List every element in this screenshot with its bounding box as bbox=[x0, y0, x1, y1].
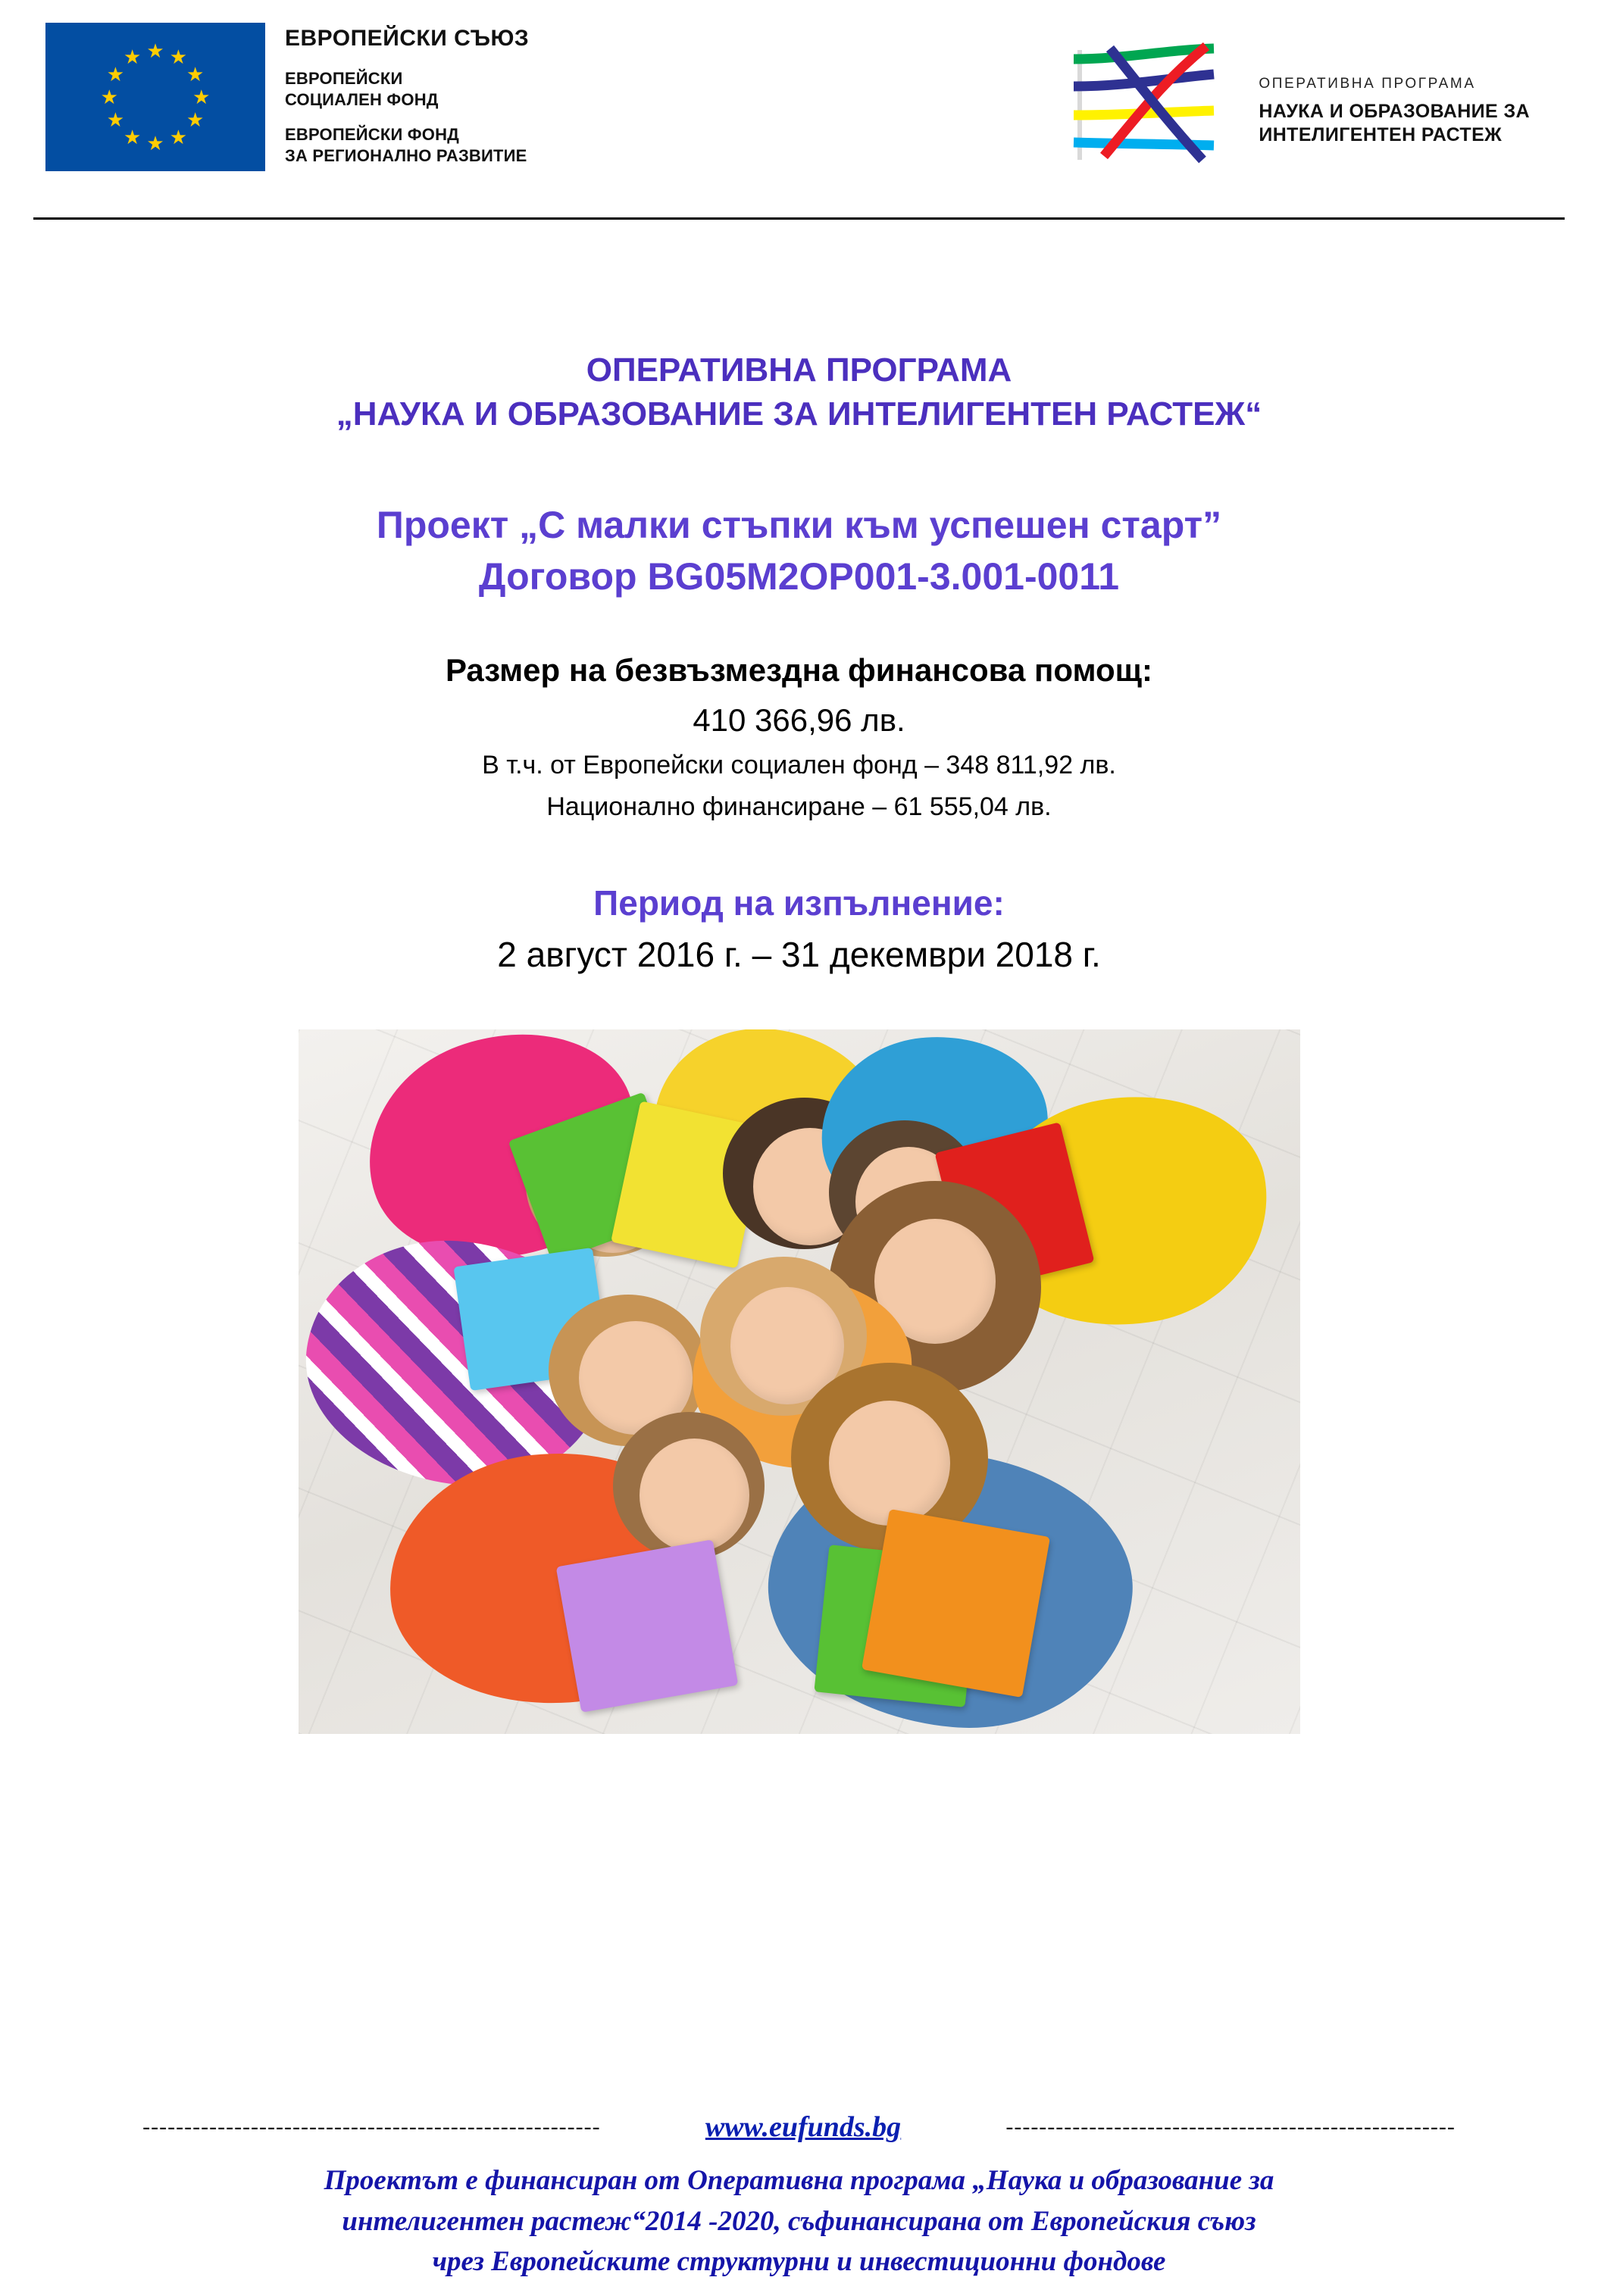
eu-star-icon: ★ bbox=[106, 62, 125, 86]
program-title-line1: ОПЕРАТИВНА ПРОГРАМА bbox=[586, 351, 1012, 389]
grant-label: Размер на безвъзмездна финансова помощ: bbox=[445, 652, 1153, 689]
eu-star-icon: ★ bbox=[106, 108, 125, 132]
grant-esf-line: В т.ч. от Европейски социален фонд – 348 811,92 лв. bbox=[482, 751, 1116, 780]
footer-disclaimer-line2: интелигентен растеж“2014 -2020, съфинансирана от Европейския съюз bbox=[342, 2205, 1256, 2237]
eu-fund-esf bbox=[285, 68, 529, 111]
footer-dashes-right: ------------------------------------------------------ bbox=[1005, 2114, 1456, 2140]
header-divider bbox=[33, 217, 1565, 220]
document-body bbox=[0, 348, 1598, 1734]
op-ribbon-icon bbox=[1051, 42, 1240, 167]
footer-url-row bbox=[0, 2110, 1598, 2144]
eu-logo-text bbox=[285, 23, 529, 181]
op-logo-line2: НАУКА И ОБРАЗОВАНИЕ ЗА bbox=[1259, 101, 1530, 122]
project-contract-number: Договор BG05M2OP001-3.001-0011 bbox=[478, 554, 1120, 598]
eu-star-icon: ★ bbox=[123, 125, 142, 148]
book bbox=[555, 1539, 738, 1713]
program-title-line2: „НАУКА И ОБРАЗОВАНИЕ ЗА ИНТЕЛИГЕНТЕН РАСТЕЖ“ bbox=[336, 395, 1262, 433]
op-logo-text bbox=[1259, 42, 1530, 148]
document-header bbox=[0, 0, 1598, 220]
op-logo-block bbox=[1051, 23, 1553, 167]
document-footer bbox=[0, 2110, 1598, 2282]
eu-fund-esf-line2: СОЦИАЛЕН ФОНД bbox=[285, 90, 439, 110]
footer-disclaimer-line1: Проектът е финансиран от Оперативна програма „Наука и образование за bbox=[324, 2165, 1274, 2197]
eu-star-icon: ★ bbox=[192, 86, 211, 108]
header-logos-row bbox=[45, 23, 1553, 181]
project-title-line1: Проект „С малки стъпки към успешен старт” bbox=[376, 504, 1222, 547]
eu-title: ЕВРОПЕЙСКИ СЪЮЗ bbox=[285, 26, 530, 51]
eu-star-icon: ★ bbox=[169, 45, 188, 69]
period-value: 2 август 2016 г. – 31 декември 2018 г. bbox=[497, 935, 1101, 975]
eu-fund-esf-line1: ЕВРОПЕЙСКИ bbox=[285, 69, 403, 88]
eu-star-icon: ★ bbox=[146, 39, 164, 63]
grant-amount: 410 366,96 лв. bbox=[693, 702, 905, 739]
eu-star-icon: ★ bbox=[186, 108, 205, 132]
eu-fund-erdf-line2: ЗА РЕГИОНАЛНО РАЗВИТИЕ bbox=[285, 146, 527, 166]
footer-dashes-left: ------------------------------------------------------- bbox=[142, 2114, 601, 2140]
eu-fund-erdf-line1: ЕВРОПЕЙСКИ ФОНД bbox=[285, 125, 460, 145]
eu-star-icon: ★ bbox=[123, 45, 142, 69]
footer-disclaimer-line3: чрез Европейските структурни и инвестиционни фондове bbox=[432, 2246, 1166, 2278]
op-logo-line1: ОПЕРАТИВНА ПРОГРАМА bbox=[1259, 76, 1476, 92]
eu-flag-icon bbox=[45, 23, 265, 171]
eu-star-icon: ★ bbox=[169, 125, 188, 148]
grant-national-line: Национално финансиране – 61 555,04 лв. bbox=[546, 792, 1052, 822]
program-title bbox=[61, 348, 1537, 436]
footer-disclaimer bbox=[0, 2160, 1598, 2282]
project-title bbox=[61, 500, 1537, 602]
book bbox=[861, 1509, 1049, 1698]
eu-logo-block bbox=[45, 23, 529, 181]
eu-star-icon: ★ bbox=[186, 62, 205, 86]
eufunds-link[interactable]: www.eufunds.bg bbox=[705, 2111, 902, 2144]
eu-star-icon: ★ bbox=[146, 131, 164, 155]
child-head bbox=[640, 1439, 749, 1552]
children-with-books-photo bbox=[299, 1029, 1300, 1734]
eu-star-icon: ★ bbox=[100, 86, 118, 108]
child-head bbox=[829, 1401, 950, 1526]
op-logo-line3: ИНТЕЛИГЕНТЕН РАСТЕЖ bbox=[1259, 124, 1503, 146]
period-label: Период на изпълнение: bbox=[593, 883, 1005, 923]
eu-fund-erdf bbox=[285, 124, 529, 167]
